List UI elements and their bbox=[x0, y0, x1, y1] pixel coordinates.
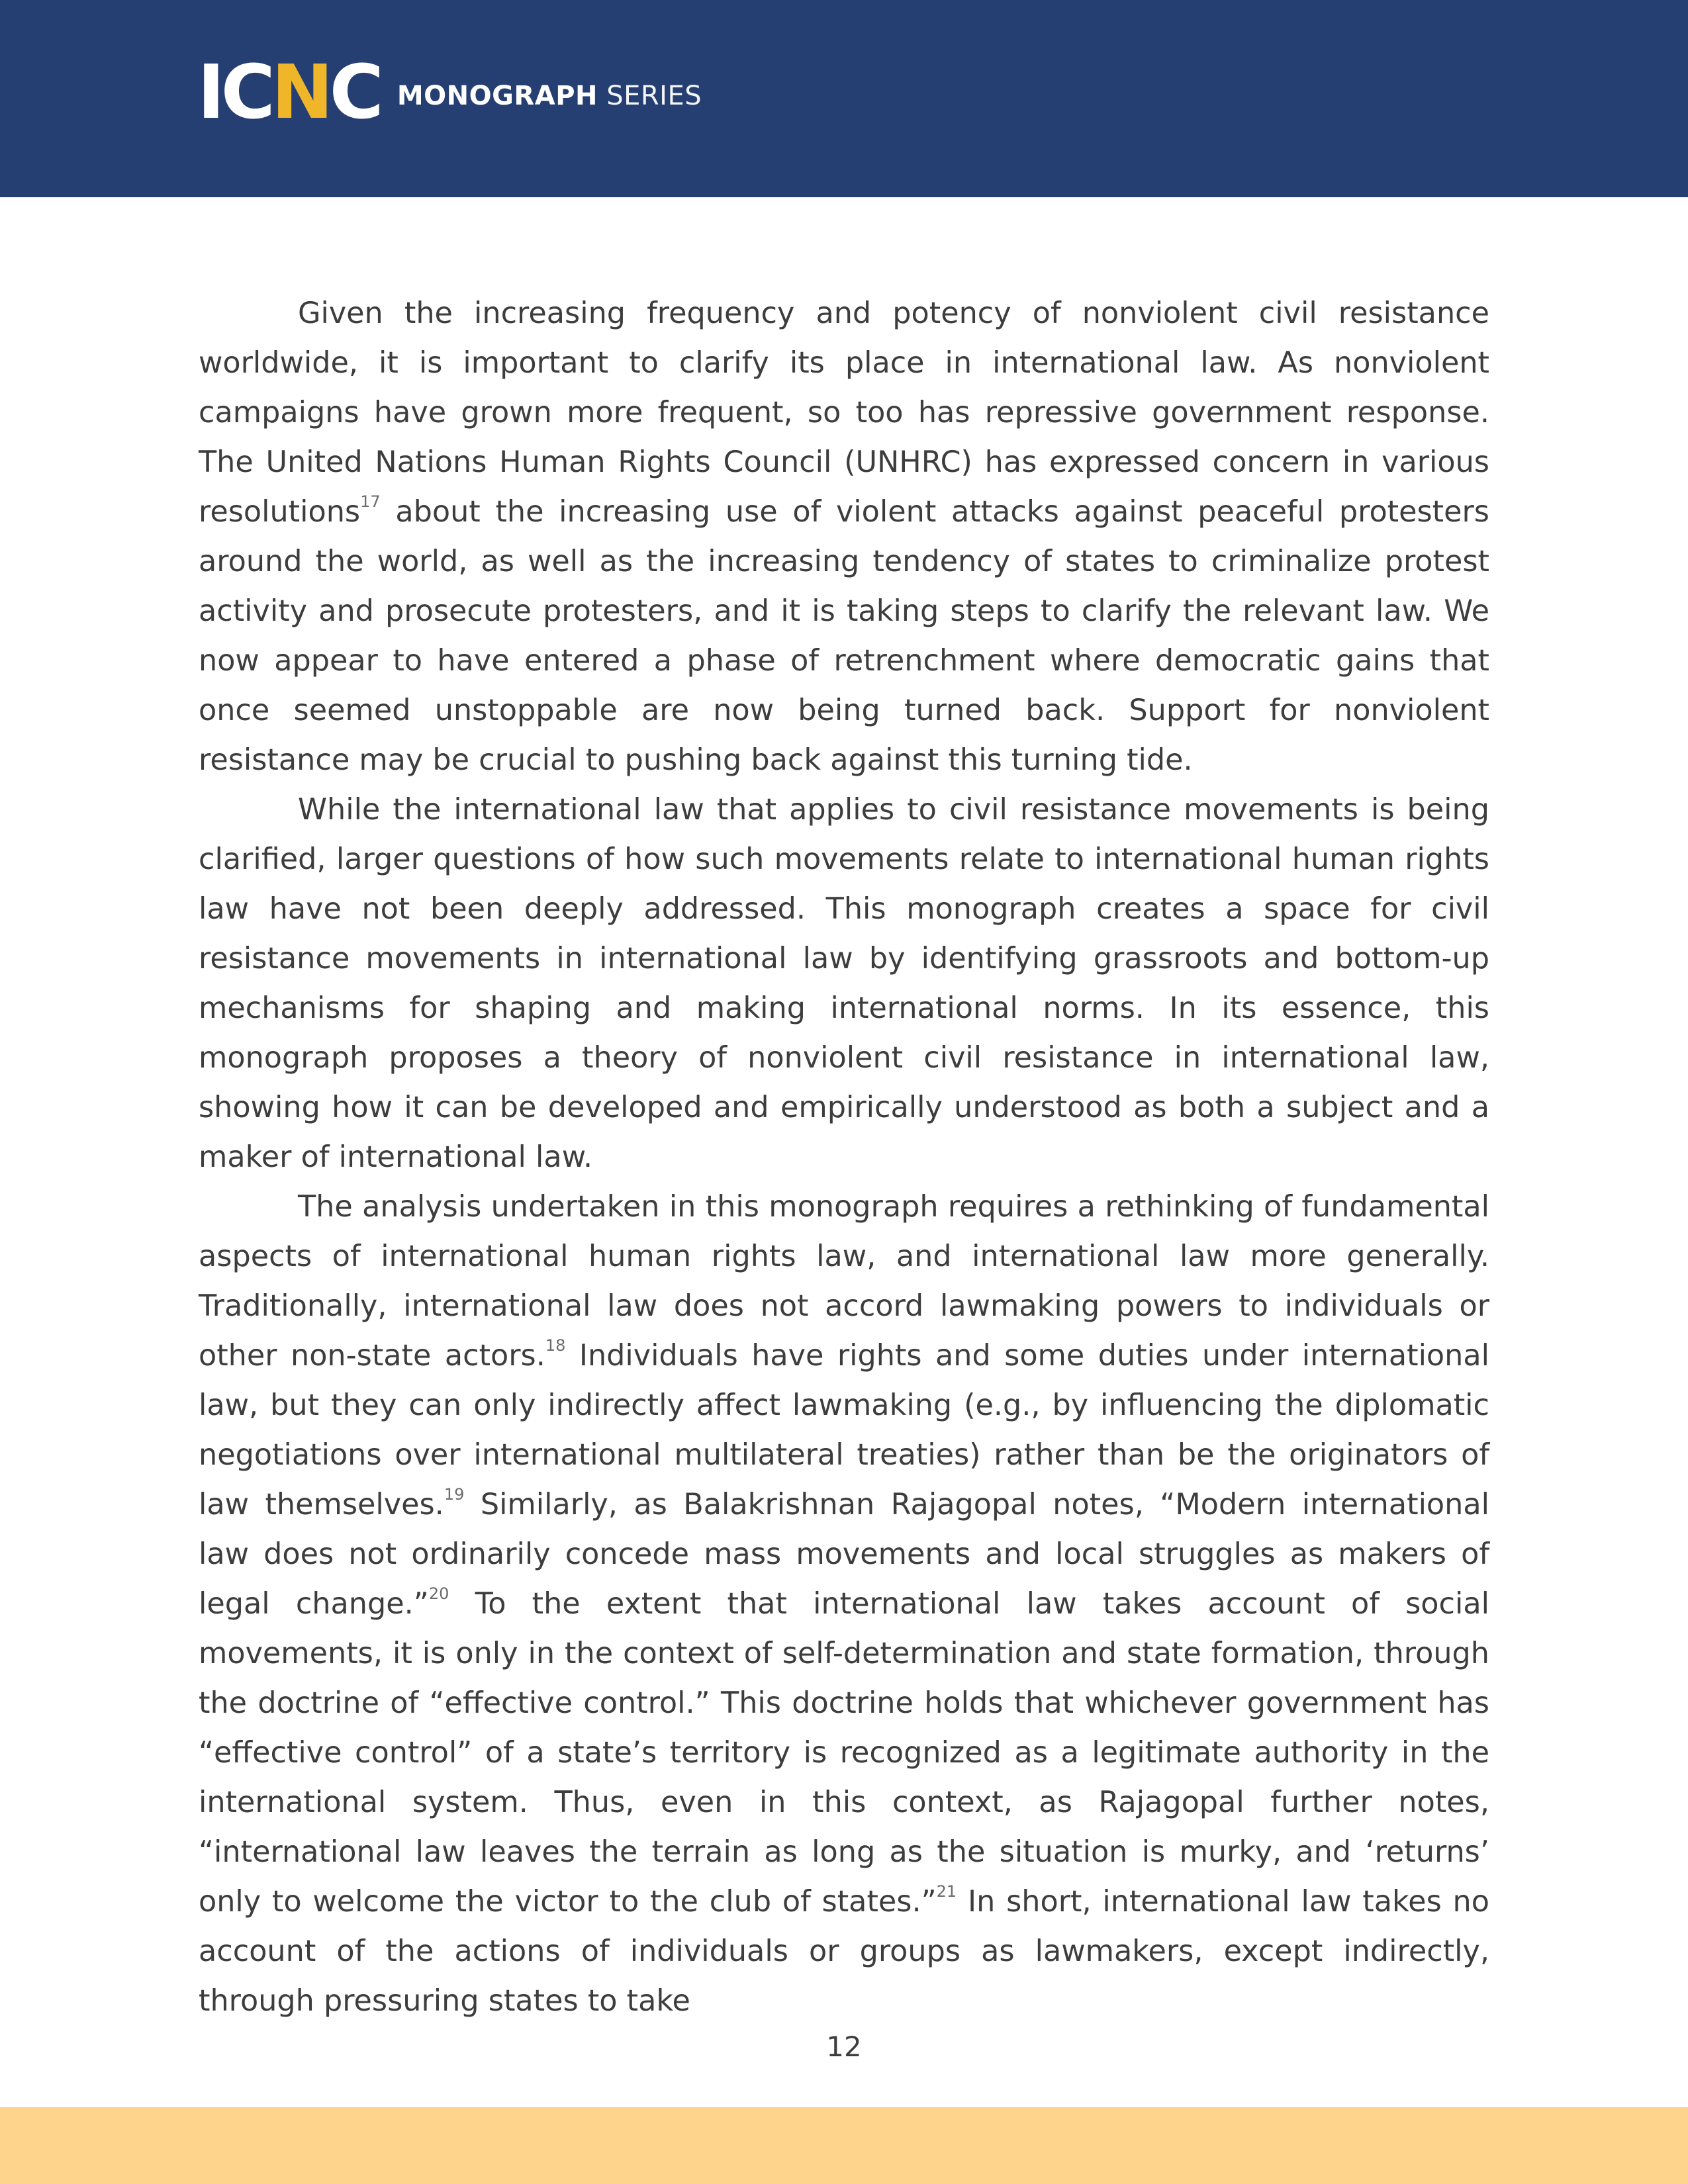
paragraph bbox=[199, 1182, 1489, 2026]
text-run: Given the increasing frequency and potency of nonviolent civil resistance worldwide, it is important to clarify its place in international law. As nonviolent campaigns have grown more frequent, so too has repressive government response. The United Nations Human Rights Council (UNHRC) has expressed concern in various resolutions bbox=[199, 296, 1489, 529]
text-run: Similarly, as Balakrishnan Rajagopal notes, “Modern international law does not ordinarily concede mass movements and local struggles as makers of legal change.” bbox=[199, 1488, 1489, 1621]
text-run: about the increasing use of violent attacks against peaceful protesters around the world, as well as the increasing tendency of states to criminalize protest activity and prosecute protesters, and it is taking steps to clarify the relevant law. We now appear to have entered a phase of retrenchment where democratic gains that once seemed unstoppable are now being turned back. Support for nonviolent resistance may be crucial to pushing back against this turning tide. bbox=[199, 495, 1489, 777]
paragraph bbox=[199, 289, 1489, 785]
footnote-ref: 17 bbox=[360, 492, 381, 511]
footer-band bbox=[0, 2107, 1688, 2184]
logo-mark: ICNC bbox=[197, 50, 380, 136]
header-band bbox=[0, 0, 1688, 197]
footnote-ref: 20 bbox=[428, 1584, 449, 1603]
footnote-ref: 19 bbox=[444, 1485, 465, 1504]
text-run: While the international law that applies to civil resistance movements is being clarified, larger questions of how such movements relate to international human rights law have not been deeply addressed. This monograph creates a space for civil resistance movements in international law by identifying grassroots and bottom-up mechanisms for shaping and making international norms. In its essence, this monograph proposes a theory of nonviolent civil resistance in international law, showing how it can be developed and empirically understood as both a subject and a maker of international law. bbox=[199, 793, 1489, 1174]
text-run: The analysis undertaken in this monograph requires a rethinking of fundamental aspects of international human rights law, and international law more generally. Traditionally, international law does not accord lawmaking powers to individuals or other non-state actors. bbox=[199, 1190, 1489, 1373]
text-run: In short, international law takes no account of the actions of individuals or groups as lawmakers, except indirectly, through pressuring states to take bbox=[199, 1885, 1489, 2018]
series-label: MONOGRAPH SERIES bbox=[397, 81, 702, 111]
icnc-logo bbox=[197, 50, 702, 136]
page-number: 12 bbox=[826, 2030, 862, 2063]
footnote-ref: 21 bbox=[936, 1882, 957, 1901]
footnote-ref: 18 bbox=[545, 1336, 566, 1355]
text-run: Individuals have rights and some duties under international law, but they can only indirectly affect lawmaking (e.g., by influencing the diplomatic negotiations over international multilateral treaties) rather than be the originators of law themselves. bbox=[199, 1339, 1489, 1522]
body-text bbox=[199, 289, 1489, 2026]
text-run: To the extent that international law takes account of social movements, it is only in the context of self-determination and state formation, through the doctrine of “effective control.” This doctrine holds that whichever government has “effective control” of a state’s territory is recognized as a legitimate authority in the international system. Thus, even in this context, as Rajagopal further notes, “international law leaves the terrain as long as the situation is murky, and ‘returns’ only to welcome the victor to the club of states.” bbox=[199, 1587, 1489, 1919]
paragraph bbox=[199, 785, 1489, 1182]
